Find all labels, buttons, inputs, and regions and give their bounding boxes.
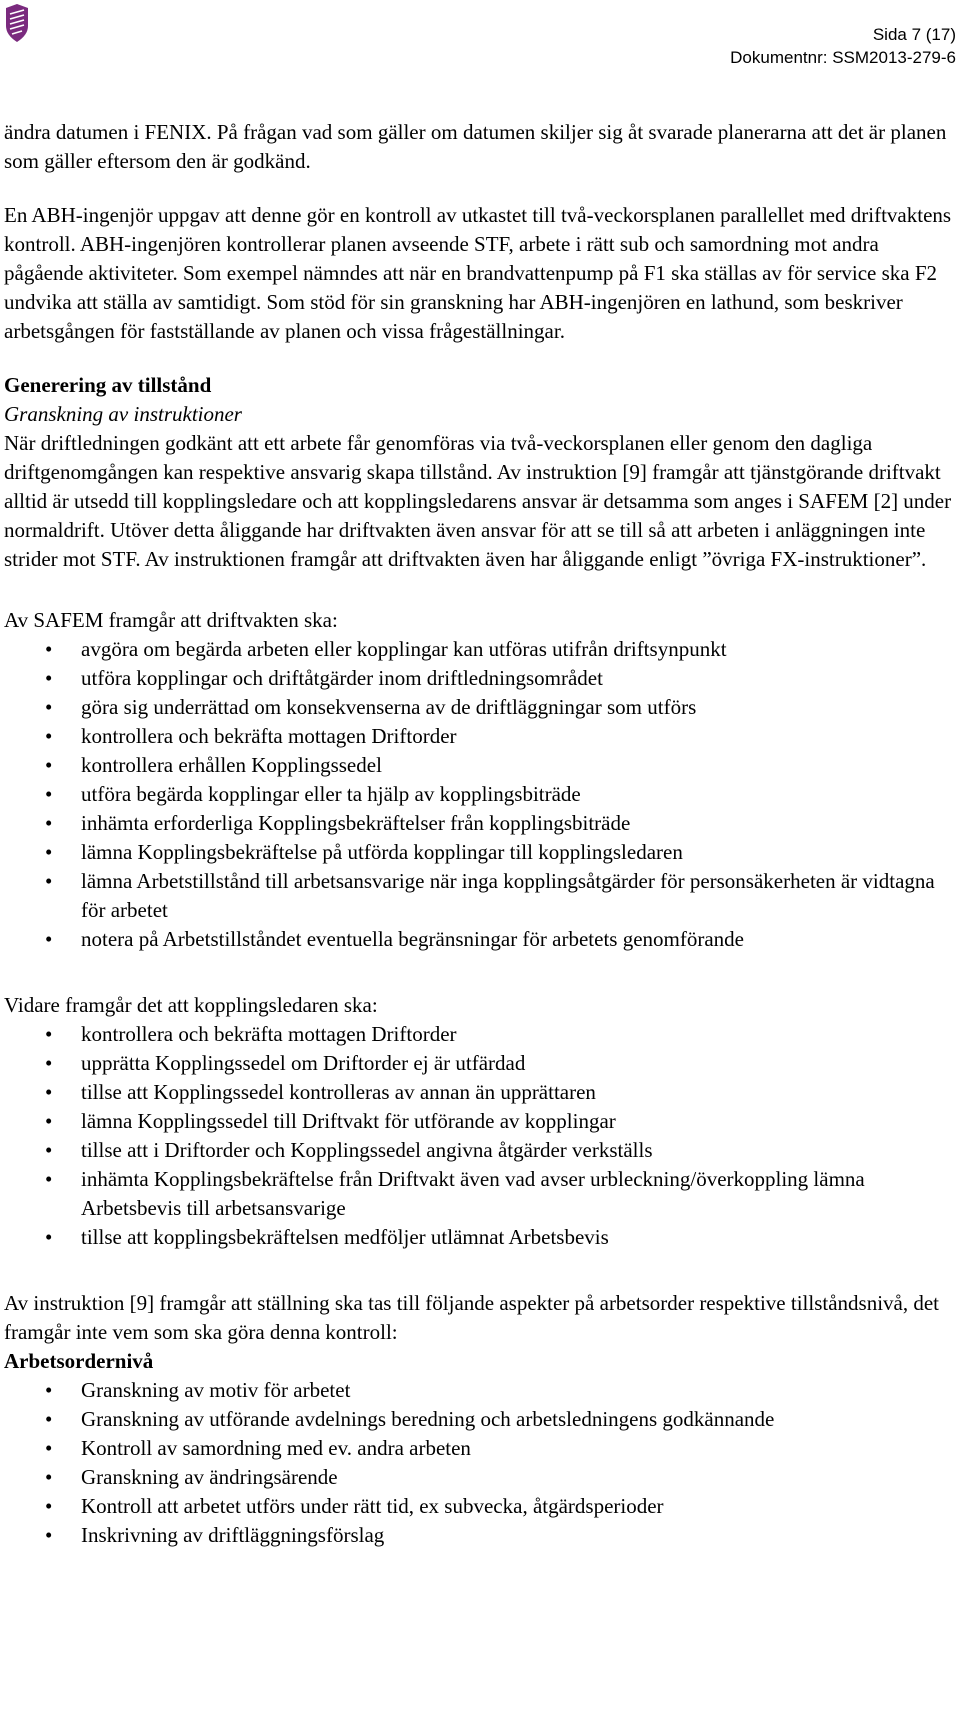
bullet-icon: •	[45, 811, 53, 835]
bullet-icon: •	[45, 840, 53, 864]
list-item: • Granskning av motiv för arbetet	[4, 1376, 954, 1405]
subsection-heading: Granskning av instruktioner	[4, 402, 242, 426]
paragraph: Av instruktion [9] framgår att ställning ska tas till följande aspekter på arbetsorder respektive tillståndsnivå, det framgår inte vem som ska göra denna kontroll:	[4, 1291, 940, 1344]
bullet-icon: •	[45, 1407, 53, 1431]
bullet-icon: •	[45, 666, 53, 690]
bullet-icon: •	[45, 724, 53, 748]
bullet-icon: •	[45, 1051, 53, 1075]
bullet-list-kopplingsledare	[4, 1020, 954, 1252]
bullet-icon: •	[45, 927, 53, 951]
document-number: Dokumentnr: SSM2013-279-6	[730, 48, 956, 67]
list-item: • avgöra om begärda arbeten eller kopplingar kan utföras utifrån driftsynpunkt	[4, 635, 954, 664]
bullet-icon: •	[45, 869, 53, 893]
list-intro: Vidare framgår det att kopplingsledaren ska:	[4, 993, 378, 1017]
document-body	[4, 118, 954, 1550]
list-item: • göra sig underrättad om konsekvenserna av de driftläggningar som utförs	[4, 693, 954, 722]
bullet-icon: •	[45, 637, 53, 661]
list-item: • inhämta Kopplingsbekräftelse från Driftvakt även vad avser urbleckning/överkoppling lämna Arbetsbevis till arbetsansvarige	[45, 1167, 865, 1220]
list-intro: Av SAFEM framgår att driftvakten ska:	[4, 608, 338, 632]
list-item: • Granskning av ändringsärende	[4, 1463, 954, 1492]
bullet-icon: •	[45, 1523, 53, 1547]
bullet-icon: •	[45, 1465, 53, 1489]
paragraph: ändra datumen i FENIX. På frågan vad som gäller om datumen skiljer sig åt svarade planerarna att det är planen som gäller eftersom den är godkänd.	[4, 120, 947, 173]
page-number: Sida 7 (17)	[872, 25, 956, 44]
bullet-icon: •	[45, 782, 53, 806]
bullet-list-arbetsordernivå	[4, 1376, 954, 1550]
list-item: • upprätta Kopplingssedel om Driftorder ej är utfärdad	[4, 1049, 954, 1078]
bullet-icon: •	[45, 1022, 53, 1046]
bullet-icon: •	[45, 1494, 53, 1518]
list-item: • lämna Arbetstillstånd till arbetsansvarige när inga kopplingsåtgärder för personsäkerheten är vidtagna för arbetet	[45, 869, 935, 922]
bullet-icon: •	[45, 1080, 53, 1104]
list-item: • utföra begärda kopplingar eller ta hjälp av kopplingsbiträde	[4, 780, 954, 809]
section-heading: Generering av tillstånd	[4, 373, 212, 397]
bullet-icon: •	[45, 695, 53, 719]
list-item: • Kontroll att arbetet utförs under rätt tid, ex subvecka, åtgärdsperioder	[4, 1492, 954, 1521]
paragraph: När driftledningen godkänt att ett arbete får genomföras via två-veckorsplanen eller genom den dagliga driftgenomgången kan respektive ansvarig skapa tillstånd. Av instruktion [9] framgår att tjänstgörande driftvakt alltid är utsedd till kopplingsledare och att kopplingsledarens ansvar är detsamma som anges i SAFEM [2] under normaldrift. Utöver detta åliggande har driftvakten även ansvar för att se till så att arbeten i anläggningen inte strider mot STF. Av instruktionen framgår att driftvakten även har åliggande enligt ”övriga FX-instruktioner”.	[4, 431, 952, 571]
list-item: • tillse att kopplingsbekräftelsen medföljer utlämnat Arbetsbevis	[4, 1223, 954, 1252]
list-item: • lämna Kopplingsbekräftelse på utförda kopplingar till kopplingsledaren	[4, 838, 954, 867]
bullet-icon: •	[45, 1225, 53, 1249]
list-item: • kontrollera och bekräfta mottagen Driftorder	[4, 1020, 954, 1049]
list-item: • notera på Arbetstillståndet eventuella begränsningar för arbetets genomförande	[4, 925, 954, 954]
list-item: • inhämta erforderliga Kopplingsbekräftelser från kopplingsbiträde	[4, 809, 954, 838]
bullet-icon: •	[45, 1167, 53, 1191]
bullet-icon: •	[45, 1378, 53, 1402]
list-item: • Kontroll av samordning med ev. andra arbeten	[4, 1434, 954, 1463]
list-item: • Granskning av utförande avdelnings beredning och arbetsledningens godkännande	[4, 1405, 954, 1434]
list-item: • utföra kopplingar och driftåtgärder inom driftledningsområdet	[4, 664, 954, 693]
bullet-icon: •	[45, 753, 53, 777]
bullet-icon: •	[45, 1436, 53, 1460]
organization-logo-icon	[4, 4, 30, 42]
list-item: • kontrollera erhållen Kopplingssedel	[4, 751, 954, 780]
section-heading: Arbetsordernivå	[4, 1349, 154, 1373]
list-item: • kontrollera och bekräfta mottagen Driftorder	[4, 722, 954, 751]
bullet-icon: •	[45, 1138, 53, 1162]
bullet-list-driftvakt	[4, 635, 954, 954]
list-item: • Inskrivning av driftläggningsförslag	[4, 1521, 954, 1550]
bullet-icon: •	[45, 1109, 53, 1133]
list-item: • tillse att i Driftorder och Kopplingssedel angivna åtgärder verkställs	[4, 1136, 954, 1165]
list-item: • tillse att Kopplingssedel kontrolleras av annan än upprättaren	[4, 1078, 954, 1107]
list-item: • lämna Kopplingssedel till Driftvakt för utförande av kopplingar	[4, 1107, 954, 1136]
paragraph: En ABH-ingenjör uppgav att denne gör en kontroll av utkastet till två-veckorsplanen parallellet med driftvaktens kontroll. ABH-ingenjören kontrollerar planen avseende STF, arbete i rätt sub och samordning mot andra pågående aktiviteter. Som exempel nämndes att när en brandvattenpump på F1 ska ställas av för service ska F2 undvika att ställa av samtidigt. Som stöd för sin granskning har ABH-ingenjören en lathund, som beskriver arbetsgången för fastställande av planen och vissa frågeställningar.	[4, 203, 952, 343]
